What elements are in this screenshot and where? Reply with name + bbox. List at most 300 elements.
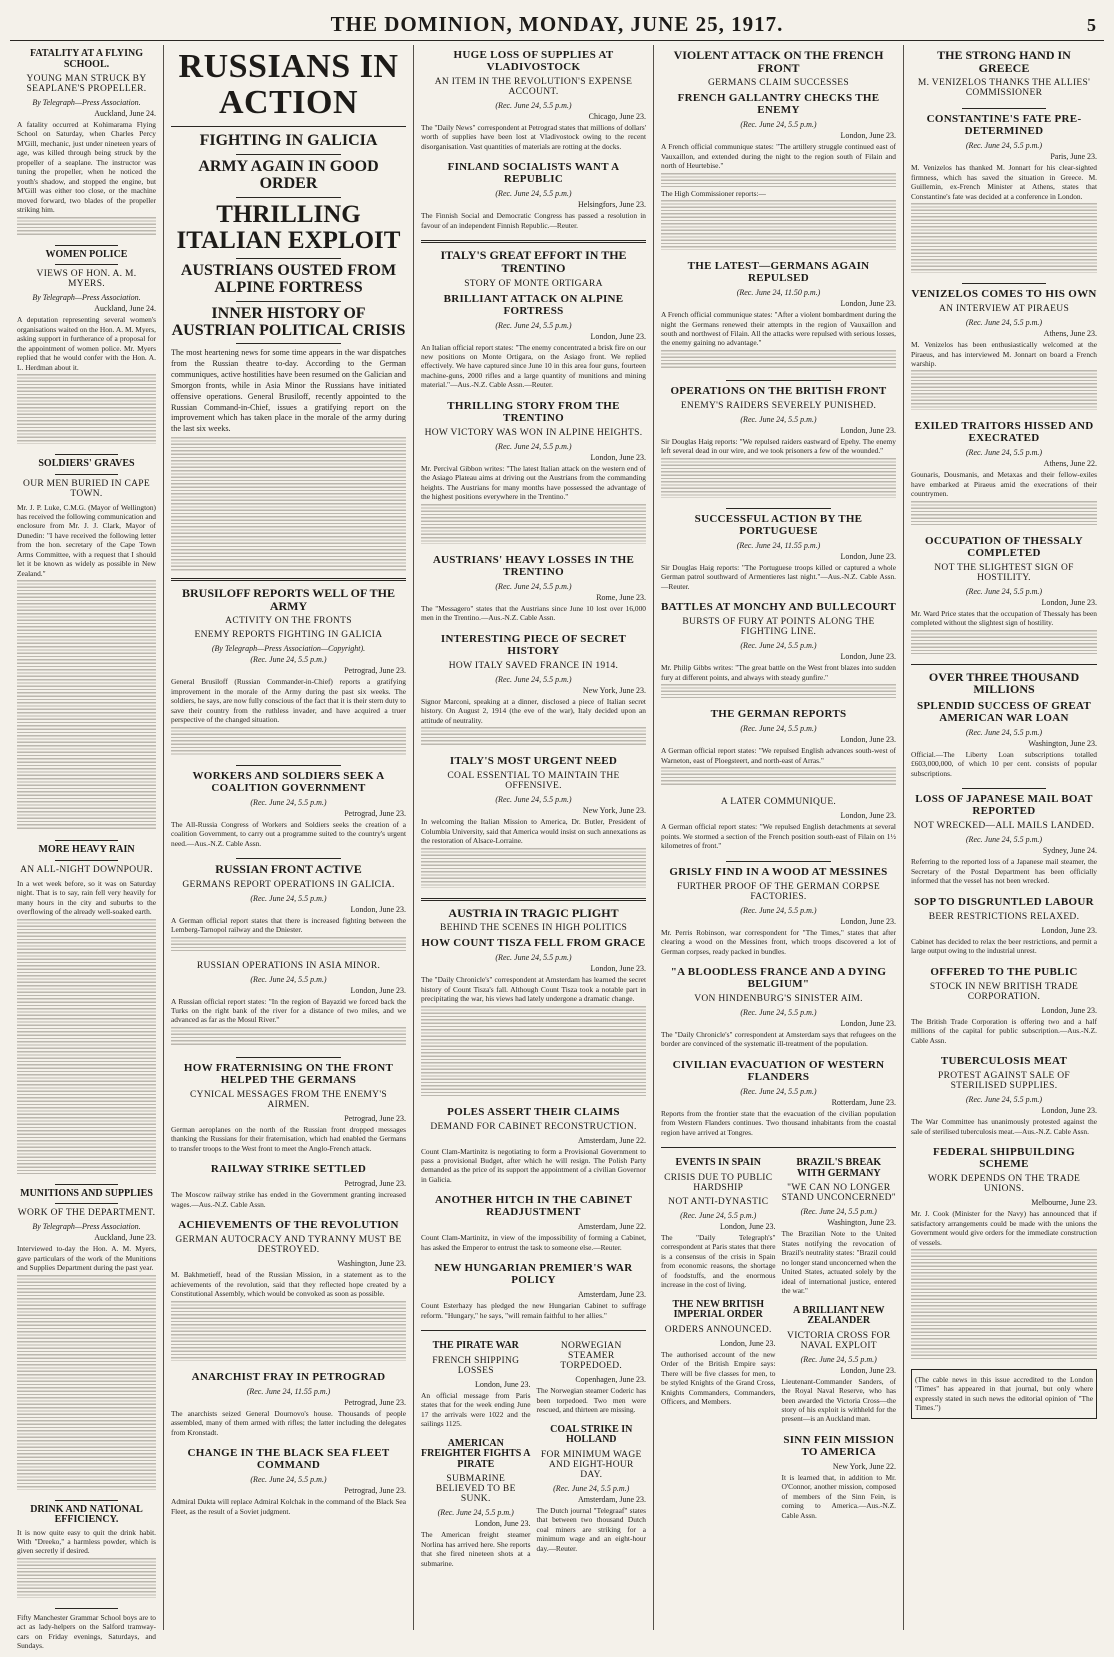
dateline: London, June 23. xyxy=(840,131,896,141)
article-body: A deputation representing several women's organisations waited on the Hon. A. M. Myers, asking support in furtherance of a proposal for the appointment of women police. Mr. Myers replied that he would confer with the Hon. A. L. Herdman about it. xyxy=(17,315,156,372)
article-body: Mr. Philip Gibbs writes: "The great battle on the West front blazes into sudden fury at different points, and always with steady gunfire." xyxy=(661,663,896,682)
subheadline: GERMANS CLAIM SUCCESSES xyxy=(708,78,849,89)
subheadline: BURSTS OF FURY AT POINTS ALONG THE FIGHTING LINE. xyxy=(682,617,875,638)
subheadline: FOR MINIMUM WAGE AND EIGHT-HOUR DAY. xyxy=(540,1449,642,1480)
article-body: The Norwegian steamer Coderic has been torpedoed. Two men were rescued, and thirteen are missing. xyxy=(536,1386,646,1415)
article-german-reports xyxy=(661,708,896,787)
received-time: (Rec. June 24, 5.5 p.m.) xyxy=(680,1210,757,1220)
article-body: Referring to the reported loss of a Japanese mail steamer, the Secretary of the Postal Department has been officially informed that the vessel has not been wrecked. xyxy=(911,857,1097,886)
received-time: (Rec. June 24, 5.5 p.m.) xyxy=(495,320,572,330)
article-body: M. Venizelos has thanked M. Jonnart for his clear-sighted firmness, which has saved the situation in Greece. M. Guillemin, ex-French Minister at Athens, states that Constantine's fate was decided at a conference in London. xyxy=(911,163,1097,201)
received-time: (Rec. June 24, 5.5 p.m.) xyxy=(965,448,1043,458)
headline-deck-5: INNER HISTORY OF AUSTRIAN POLITICAL CRISIS xyxy=(171,304,406,339)
article-body: German aeroplanes on the north of the Russian front dropped messages thanking the Russians for their fraternisation, which had enabled the Germans to transfer troops to the West front to meet the Anglo-French attack. xyxy=(171,1124,406,1153)
dateline: London, June 23. xyxy=(840,425,896,435)
headline: A BRILLIANT NEW ZEALANDER xyxy=(792,1304,885,1327)
headline: ITALY'S GREAT EFFORT IN THE TRENTINO xyxy=(440,248,627,275)
article-revolution xyxy=(171,1219,406,1360)
dateline: Rome, June 23. xyxy=(596,592,646,602)
article-american-freighter xyxy=(421,1439,531,1568)
article-italy-urgent xyxy=(421,755,646,887)
article-pirate-war xyxy=(421,1341,531,1428)
article-body: A Russian official report states: "In the region of Bayazid we forced back the Turks on the right bank of the river for a distance of two miles, and we advanced as far as the Mosul River." xyxy=(171,996,406,1025)
article-heavy-rain xyxy=(17,845,156,1173)
subheadline: AN ITEM IN THE REVOLUTION'S EXPENSE ACCOUNT. xyxy=(434,77,633,97)
times-notice xyxy=(911,1369,1097,1419)
article-body: Interviewed to-day the Hon. A. M. Myers, gave particulars of the work of the Munitions and Supplies Department during the past year. xyxy=(17,1244,156,1273)
newspaper-title: THE DOMINION, MONDAY, JUNE 25, 1917. xyxy=(330,12,784,36)
article-fraternising xyxy=(171,1062,406,1153)
article-vladivostock xyxy=(421,49,646,151)
dateline: London, June 23. xyxy=(840,1365,896,1375)
received-time: (Rec. June 24, 5.5 p.m.) xyxy=(965,1095,1043,1105)
received-time: (Rec. June 24, 5.5 p.m.) xyxy=(250,797,327,807)
subheadline: FRENCH SHIPPING LOSSES xyxy=(432,1355,520,1376)
headline: FATALITY AT A FLYING SCHOOL. xyxy=(29,48,144,70)
headline: AUSTRIA IN TRAGIC PLIGHT xyxy=(448,905,619,920)
article-anarchist xyxy=(171,1371,406,1437)
received-time: (Rec. June 24, 5.5 p.m.) xyxy=(965,586,1043,596)
received-time: (Rec. June 24, 5.5 p.m.) xyxy=(740,1007,817,1017)
dateline: London, June 23. xyxy=(474,1379,531,1389)
dateline: Petrograd, June 23. xyxy=(344,1113,406,1123)
headline: ACHIEVEMENTS OF THE REVOLUTION xyxy=(178,1219,399,1232)
article-body: The All-Russia Congress of Workers and Soldiers seeks the creation of a coalition Government, to carry out a programme suited to the country's urgent need.—Aus.-N.Z. Cable Assn. xyxy=(171,819,406,848)
dateline: London, June 23. xyxy=(350,985,406,995)
dateline: London, June 23. xyxy=(1041,1106,1097,1116)
headline: SINN FEIN MISSION TO AMERICA xyxy=(783,1433,895,1458)
received-time: (Rec. June 24, 5.5 p.m.) xyxy=(495,189,572,199)
headline-deck-3: THRILLING ITALIAN EXPLOIT xyxy=(176,200,401,255)
dateline: Auckland, June 24. xyxy=(94,304,156,314)
subheadline: STOCK IN NEW BRITISH TRADE CORPORATION. xyxy=(929,981,1079,1002)
article-cabinet-hitch xyxy=(421,1194,646,1252)
headline: THE GERMAN REPORTS xyxy=(710,708,847,721)
headline: VIOLENT ATTACK ON THE FRENCH FRONT xyxy=(673,48,884,75)
article-portuguese xyxy=(661,513,896,591)
dateline: Amsterdam, June 23. xyxy=(578,1494,646,1504)
article-body: Official.—The Liberty Loan subscriptions totalled £603,000,000, of which 10 per cent. consists of popular subscriptions. xyxy=(911,750,1097,778)
subheadline: WORK DEPENDS ON THE TRADE UNIONS. xyxy=(927,1174,1081,1195)
byline: By Telegraph—Press Association. xyxy=(32,293,141,303)
article-body: Count Clam-Martinitz, in view of the impossibility of forming a Cabinet, has asked the Emperor to entrust the task to someone else.—Reuter. xyxy=(421,1233,646,1252)
subheadline: VON HINDENBURG'S SINISTER AIM. xyxy=(694,993,863,1004)
byline: By Telegraph—Press Association. xyxy=(32,98,141,107)
received-time: (Rec. June 24, 5.5 p.m.) xyxy=(495,581,572,591)
article-germans-repulsed xyxy=(661,260,896,370)
article-body: An Italian official report states: "The enemy concentrated a brisk fire on our new positions on Monte Ortigara, on the Asiago front. We replied effectively. We have captured since June 10 in this area four guns, fourteen machine-guns, 2000 rifles and a large quantity of munitions and mining material."—Aus.-N.Z. Cable Assn.—Reuter. xyxy=(421,342,646,390)
received-time: (Rec. June 24, 5.5 p.m.) xyxy=(740,641,817,651)
dateline: Athens, June 22. xyxy=(1043,459,1097,469)
dateline: Chicago, June 23. xyxy=(588,112,646,121)
subheadline: AN ALL-NIGHT DOWNPOUR. xyxy=(20,864,153,875)
subheadline: WORK OF THE DEPARTMENT. xyxy=(17,1208,156,1219)
headline-deck-4: AUSTRIANS OUSTED FROM ALPINE FORTRESS xyxy=(180,262,397,297)
headline: RUSSIAN OPERATIONS IN ASIA MINOR. xyxy=(196,960,381,971)
lead-paragraph: The most heartening news for some time appears in the war dispatches from the Russian theatre to-day. According to the German communiques, active hostilities have been resumed on the Galician and Smorgon fronts, while in Asia Minor the Russians have initiated offensive operations. General Brusiloff, recently appointed to the Russian Command-in-Chief, issues a gratifying report on the improvement which has taken place in the morale of the army during the last six weeks. xyxy=(171,348,406,434)
dateline: New York, June 22. xyxy=(832,1461,896,1471)
subheadline: VICTORIA CROSS FOR NAVAL EXPLOIT xyxy=(787,1330,891,1351)
article-grisly-find xyxy=(661,866,896,956)
page-number: 5 xyxy=(1086,15,1096,35)
newspaper-page xyxy=(10,10,1104,1651)
article-war-loan xyxy=(911,671,1097,779)
headline: THE NEW BRITISH IMPERIAL ORDER xyxy=(672,1298,764,1321)
headline: ITALY'S MOST URGENT NEED xyxy=(449,755,618,768)
headline: CIVILIAN EVACUATION OF WESTERN FLANDERS xyxy=(672,1058,885,1083)
received-time: (Rec. June 24, 5.5 p.m.) xyxy=(495,441,572,451)
subheadline: HOW ITALY SAVED FRANCE IN 1914. xyxy=(448,660,619,671)
received-time: (Rec. June 24, 5.5 p.m.) xyxy=(250,893,327,903)
article-body: Fifty Manchester Grammar School boys are to act as lady-helpers on the Salford tramway-cars on Friday evenings, Saturdays, and Sundays. xyxy=(17,1612,156,1651)
dateline: London, June 23. xyxy=(590,964,646,974)
subheadline: HOW COUNT TISZA FELL FROM GRACE xyxy=(421,937,646,950)
article-body: A French official communique states: "After a violent bombardment during the night the Germans renewed their attempts in the region of Vauxaillon and south and northwest of Filain. All the attacks were repulsed with serious losses, the enemy gaining no advantage." xyxy=(661,310,896,348)
headline: LOSS OF JAPANESE MAIL BOAT REPORTED xyxy=(915,793,1093,818)
dateline: Melbourne, June 23. xyxy=(1031,1198,1097,1208)
headline: EVENTS IN SPAIN xyxy=(675,1157,761,1169)
subheadline: ENEMY REPORTS FIGHTING IN GALICIA xyxy=(194,630,383,641)
headline: EXILED TRAITORS HISSED AND EXECRATED xyxy=(914,420,1094,445)
article-body: Signor Marconi, speaking at a dinner, disclosed a piece of Italian secret history. On August 2, 1914 (the eve of the war), Italy decided upon an attitude of neutrality. xyxy=(421,696,646,725)
article-body: It is now quite easy to quit the drink habit. With "Dreeko," a harmless powder, which is given secretly if desired. xyxy=(17,1527,156,1556)
article-body: A German official report states: "We repulsed English detachments at several points. We stormed a section of the French position south-east of Filain on 1½ kilometres of front." xyxy=(661,822,896,851)
article-body: A French official communique states: "The artillery struggle continued east of Vauxaillon, and extended during the night to the region south of Filain and north of Heurtebise." xyxy=(661,142,896,171)
article-munitions xyxy=(17,1189,156,1490)
byline: By Telegraph—Press Association. xyxy=(32,1222,141,1232)
article-soldiers-graves xyxy=(17,459,156,830)
subheadline: YOUNG MAN STRUCK BY SEAPLANE'S PROPELLER. xyxy=(26,74,147,94)
article-flying-school xyxy=(17,49,156,235)
headline: BRUSILOFF REPORTS WELL OF THE ARMY xyxy=(182,586,395,613)
subheadline: BEER RESTRICTIONS RELAXED. xyxy=(928,911,1080,922)
article-body: Gounaris, Dousmanis, and Metaxas and their fellow-exiles have embarked at Piraeus amid the execrations of their countrymen. xyxy=(911,470,1097,499)
received-time: (Rec. June 24, 5.5 p.m.) xyxy=(553,1483,630,1493)
subheadline: ENEMY'S RAIDERS SEVERELY PUNISHED. xyxy=(680,400,877,411)
headline-deck-1: FIGHTING IN GALICIA xyxy=(199,132,378,150)
article-body: The Dutch journal "Telegraaf" states that between two thousand Dutch coal miners are striking for a minimum wage and an eight-hour day.—Reuter. xyxy=(536,1505,646,1553)
subheadline: CYNICAL MESSAGES FROM THE ENEMY'S AIRMEN. xyxy=(190,1089,387,1110)
dateline: Washington, June 23. xyxy=(1028,739,1097,748)
article-austria-plight xyxy=(421,907,646,1096)
article-later-communique xyxy=(661,797,896,850)
headline: BATTLES AT MONCHY AND BULLECOURT xyxy=(661,601,896,614)
headline: TUBERCULOSIS MEAT xyxy=(940,1055,1068,1068)
dateline: Washington, June 23. xyxy=(337,1259,406,1269)
headline: FEDERAL SHIPBUILDING SCHEME xyxy=(932,1146,1075,1171)
subheadline: STORY OF MONTE ORTIGARA xyxy=(464,278,603,289)
article-body: A fatality occurred at Kohimarama Flying School on Saturday, when Charles Percy M'Gill, mechanic, just under nineteen years of age, was killed through being struck by the propeller of a seaplane. The instructor was tuning the propeller, when he noticed the youth's shadow, and stopped the engine, but M'Gill was either too close, or the machine moved forward, two blades of the propeller striking him. xyxy=(17,120,156,215)
headline: THRILLING STORY FROM THE TRENTINO xyxy=(447,399,620,424)
dateline: Copenhagen, June 23. xyxy=(575,1375,646,1385)
received-time: (Rec. June 24, 5.5 p.m.) xyxy=(495,795,572,805)
dateline: London, June 23. xyxy=(1041,597,1097,607)
headline: THE PIRATE WAR xyxy=(432,1340,519,1352)
article-body: The War Committee has unanimously protested against the sale of sterilised tuberculosis meat.—Aus.-N.Z. Cable Assn. xyxy=(911,1117,1097,1136)
headline: THE LATEST—GERMANS AGAIN REPULSED xyxy=(687,260,870,285)
dateline: London, June 23. xyxy=(719,1221,776,1231)
headline: OPERATIONS ON THE BRITISH FRONT xyxy=(670,384,887,397)
article-flanders xyxy=(661,1059,896,1137)
dateline: London, June 23. xyxy=(474,1519,531,1529)
received-time: (Rec. June 24, 11.55 p.m.) xyxy=(246,1386,331,1396)
article-body: Reports from the frontier state that the evacuation of the civilian population from Western Flanders continues. Two thousand inhabitants from the coastal region have arrived at Tongres. xyxy=(661,1108,896,1137)
headline: COAL STRIKE IN HOLLAND xyxy=(550,1423,633,1446)
received-time: (Rec. June 24, 5.5 p.m.) xyxy=(495,953,572,963)
subheadline: HOW VICTORY WAS WON IN ALPINE HEIGHTS. xyxy=(424,427,643,438)
byline: (By Telegraph—Press Association—Copyright). xyxy=(211,644,366,654)
article-body: General Brusiloff (Russian Commander-in-Chief) reports a gratifying improvement in the morale of the Army during the past six weeks. The soldiers, he says, are now fully conscious of the fact that it is their stern duty to save their country from the ruthless invader, and have acquired a truer perspective of the changed situation. xyxy=(171,677,406,725)
headline: CHANGE IN THE BLACK SEA FLEET COMMAND xyxy=(187,1447,390,1472)
received-time: (Rec. June 24, 11.55 p.m.) xyxy=(736,540,821,550)
article-new-zealander xyxy=(782,1306,897,1424)
article-body: The "Daily News" correspondent at Petrograd states that millions of dollars' worth of supplies have been lost at Vladivostock owing to the recent disorganisation. Vast quantities of materials are rotting at the docks. xyxy=(421,123,646,151)
article-body: The "Daily Chronicle's" correspondent at Amsterdam has learned the secret history of Count Tisza's fall. Although Count Tisza took a notable part in precipitating the war, his views had lately undergone a dramatic change. xyxy=(421,975,646,1004)
dateline: Amsterdam, June 22. xyxy=(578,1135,646,1145)
subheadline: BRILLIANT ATTACK ON ALPINE FORTRESS xyxy=(443,292,624,317)
dateline: London, June 23. xyxy=(840,299,896,309)
dateline: Sydney, June 24. xyxy=(1042,846,1097,856)
article-bloodless-france xyxy=(661,966,896,1049)
received-time: (Rec. June 24, 5.5 p.m.) xyxy=(965,141,1043,151)
headline: OVER THREE THOUSAND MILLIONS xyxy=(928,669,1080,697)
article-women-police xyxy=(17,250,156,444)
article-venizelos xyxy=(911,288,1097,410)
headline: HUGE LOSS OF SUPPLIES AT VLADIVOSTOCK xyxy=(453,49,614,73)
article-brusiloff xyxy=(171,587,406,755)
received-time: (Rec. June 24, 5.5 p.m.) xyxy=(740,1086,817,1096)
column-grid xyxy=(10,45,1104,1651)
dateline: Athens, June 23. xyxy=(1043,329,1097,339)
headline: ANOTHER HITCH IN THE CABINET READJUSTMENT xyxy=(434,1194,633,1219)
headline: ANARCHIST FRAY IN PETROGRAD xyxy=(191,1370,386,1383)
dateline: London, June 23. xyxy=(840,811,896,821)
subheadline: CRISIS DUE TO PUBLIC HARDSHIP xyxy=(664,1172,773,1193)
headline: A LATER COMMUNIQUE. xyxy=(720,797,837,808)
article-greece xyxy=(911,49,1097,98)
received-time: (Rec. June 24, 5.5 p.m.) xyxy=(437,1508,514,1518)
dateline: Petrograd, June 23. xyxy=(344,808,406,818)
dateline: London, June 23. xyxy=(840,652,896,662)
article-spain xyxy=(661,1158,776,1289)
article-russian-front xyxy=(171,863,406,951)
article-asia-minor xyxy=(171,961,406,1047)
headline: OCCUPATION OF THESSALY COMPLETED xyxy=(925,534,1083,559)
subheadline: SUBMARINE BELIEVED TO BE SUNK. xyxy=(435,1474,516,1505)
headline: CONSTANTINE'S FATE PRE-DETERMINED xyxy=(926,113,1082,138)
headline: RUSSIAN FRONT ACTIVE xyxy=(215,862,362,877)
subheadline: SPLENDID SUCCESS OF GREAT AMERICAN WAR LOAN xyxy=(916,700,1092,724)
headline: AMERICAN FREIGHTER FIGHTS A PIRATE xyxy=(421,1437,531,1470)
subheadline: OUR MEN BURIED IN CAPE TOWN. xyxy=(23,478,150,499)
received-time: (Rec. June 24, 5.5 p.m.) xyxy=(740,414,817,424)
article-norwegian-steamer xyxy=(537,1341,647,1414)
article-body: Sir Douglas Haig reports: "We repulsed raiders eastward of Epehy. The enemy left several dead in our wire, and we took prisoners a few of the wounded." xyxy=(661,436,896,456)
article-disgruntled-labour xyxy=(911,896,1097,956)
article-secret-history xyxy=(421,633,646,745)
headline: MUNITIONS AND SUPPLIES xyxy=(20,1187,153,1199)
column-5 xyxy=(904,45,1104,1630)
article-french-front xyxy=(661,49,896,250)
headline: RAILWAY STRIKE SETTLED xyxy=(210,1163,367,1176)
article-body: The American freight steamer Norlina has arrived here. She reports that she fired nineteen shots at a submarine. xyxy=(421,1530,531,1568)
article-coalition xyxy=(171,770,406,848)
headline: INTERESTING PIECE OF SECRET HISTORY xyxy=(440,632,627,657)
article-body: Cabinet has decided to relax the beer restrictions, and permit a large output owing to the industrial unrest. xyxy=(911,936,1097,956)
received-time: (Rec. June 24, 11.50 p.m.) xyxy=(736,288,821,298)
dateline: London, June 23. xyxy=(840,735,896,745)
article-railway-strike xyxy=(171,1163,406,1209)
article-exiled-traitors xyxy=(911,420,1097,524)
subheadline: GERMAN AUTOCRACY AND TYRANNY MUST BE DESTROYED. xyxy=(175,1235,402,1256)
article-finland xyxy=(421,161,646,230)
article-coal-strike xyxy=(537,1425,647,1553)
article-body: Count Clam-Martinitz is negotiating to form a Provisional Government to pass a provisional Budget, after which he will resign. The Polish Party demanded as the price of its support the appointment of a civilian Governor in Galicia. xyxy=(421,1146,646,1184)
article-hungarian-premier xyxy=(421,1262,646,1320)
article-tuberculosis-meat xyxy=(911,1055,1097,1136)
notice-text: (The cable news in this issue accredited to the London "Times" has appeared in that journal, but only where expressly stated in such news the editorial opinion of "The Times.") xyxy=(915,1374,1093,1413)
headline: NEW HUNGARIAN PREMIER'S WAR POLICY xyxy=(434,1262,633,1287)
main-headline: RUSSIANS IN ACTION xyxy=(178,48,399,121)
received-time: (Rec. June 24, 5.5 p.m.) xyxy=(800,1207,877,1217)
dateline: Petrograd, June 23. xyxy=(344,1179,406,1189)
headline: MORE HEAVY RAIN xyxy=(38,844,135,856)
received-time: (Rec. June 24, 5.5 p.m.) xyxy=(250,974,327,984)
article-body: The Moscow railway strike has ended in the Government granting increased wages.—Aus.-N.Z. Cable Assn. xyxy=(171,1190,406,1209)
article-body: It is learned that, in addition to Mr. O'Connor, another mission, composed of members of the Sinn Fein, is coming to America.—Aus.-N.Z. Cable Assn. xyxy=(781,1472,896,1520)
subheadline: FRENCH GALLANTRY CHECKS THE ENEMY xyxy=(677,92,880,117)
masthead xyxy=(10,10,1104,41)
article-body: In welcoming the Italian Mission to America, Dr. Butler, President of Columbia University, said that America would insist on such annexations as the restoration of Alsace-Lorraine. xyxy=(421,817,646,846)
article-body: A German official report states: "We repulsed English advances south-west of Warneton, east of Ploegsteert, and north-east of Arras." xyxy=(661,746,896,765)
article-body: Admiral Dukta will replace Admiral Kolchak in the command of the Black Sea Fleet, as the result of a Soviet judgment. xyxy=(171,1497,406,1516)
article-body: The anarchists seized General Dournovo's house. Thousands of people assembled, many of them armed with rifles; the latter including the delegates from Kronstadt. xyxy=(171,1408,406,1437)
article-brazil xyxy=(782,1158,897,1295)
article-british-front xyxy=(661,385,896,498)
dateline: Amsterdam, June 23. xyxy=(578,1290,646,1300)
article-body: The Finnish Social and Democratic Congress has passed a resolution in favour of an independent Finnish Republic.—Reuter. xyxy=(421,211,646,230)
article-body: Mr. J. Cook (Minister for the Navy) has announced that if satisfactory arrangements could be made with the unions the Government would give orders for the immediate construction of vessels. xyxy=(911,1209,1097,1247)
article-body: Sir Douglas Haig reports: "The Portuguese troops killed or captured a whole German patrol southward of Armentieres last night."—Aus.-N.Z. Cable Assn.—Reuter. xyxy=(661,562,896,591)
subheadline: BEHIND THE SCENES IN HIGH POLITICS xyxy=(439,923,628,934)
headline: FINLAND SOCIALISTS WANT A REPUBLIC xyxy=(447,161,620,186)
headline: POLES ASSERT THEIR CLAIMS xyxy=(447,1105,620,1118)
headline: NORWEGIAN STEAMER TORPEDOED. xyxy=(560,1341,623,1372)
dateline: New York, June 23. xyxy=(582,685,646,695)
received-time: (Rec. June 24, 5.5 p.m.) xyxy=(965,835,1043,845)
headline: "A BLOODLESS FRANCE AND A DYING BELGIUM" xyxy=(670,965,887,990)
received-time: (Rec. June 24, 5.5 p.m.) xyxy=(965,318,1043,328)
article-constantine xyxy=(911,113,1097,273)
article-black-sea xyxy=(171,1447,406,1516)
article-body: The High Commissioner reports:— xyxy=(661,188,766,198)
article-body: M. Venizelos has been enthusiastically welcomed at the Piraeus, and has interviewed M. Jonnart on board a French warship. xyxy=(911,340,1097,368)
received-time: (Rec. June 24, 5.5 p.m.) xyxy=(965,728,1043,737)
received-time: (Rec. June 24, 5.5 p.m.) xyxy=(800,1354,877,1364)
article-body: Mr. Ward Price states that the occupation of Thessaly has been completed without the slightest sign of hostility. xyxy=(911,608,1097,628)
article-body: Mr. Perris Robinson, war correspondent for "The Times," states that after clearing a wood on the Messines front, which troops discovered a lot of German corpses, ready packed in bundles. xyxy=(661,927,896,956)
received-time: (Rec. June 24, 5.5 p.m.) xyxy=(740,120,817,130)
headline: WORKERS AND SOLDIERS SEEK A COALITION GOVERNMENT xyxy=(192,769,385,794)
headline: VENIZELOS COMES TO HIS OWN xyxy=(911,288,1097,301)
subheadline: AN INTERVIEW AT PIRAEUS xyxy=(938,304,1070,315)
dateline: Rotterdam, June 23. xyxy=(831,1097,896,1107)
received-time: (Rec. June 24, 5.5 p.m.) xyxy=(495,101,572,110)
headline: SUCCESSFUL ACTION BY THE PORTUGUESE xyxy=(694,512,863,537)
advertisement-drink xyxy=(17,1505,156,1598)
headline: OFFERED TO THE PUBLIC xyxy=(930,965,1078,978)
dateline: Auckland, June 24. xyxy=(94,109,156,118)
received-time: (Rec. June 24, 5.5 p.m.) xyxy=(250,655,327,665)
dateline: Washington, June 23. xyxy=(827,1218,896,1228)
headline: HOW FRATERNISING ON THE FRONT HELPED THE GERMANS xyxy=(183,1061,394,1086)
article-manchester xyxy=(17,1613,156,1651)
column-3 xyxy=(414,45,654,1630)
article-body: M. Bakhmetieff, head of the Russian Mission, in a statement as to the achievements of the revolution, said that they reflected hope created by a Constitutional Assembly, which would be convoked as soon as possible. xyxy=(171,1270,406,1299)
headline: AUSTRIANS' HEAVY LOSSES IN THE TRENTINO xyxy=(432,553,635,578)
dateline: London, June 23. xyxy=(719,1338,776,1348)
article-body: The authorised account of the new Order of the British Empire says: There will be five classes for men, to be styled Knights of the Grand Cross, Knights Commanders, Commanders, Officers, and Members. xyxy=(661,1349,776,1406)
dateline: Petrograd, June 23. xyxy=(344,666,406,676)
article-body: Mr. J. P. Luke, C.M.G. (Mayor of Wellington) has received the following communication and enclosure from Mr. J. J. Clark, Mayor of Dunedin: "I have received the following letter from the hon. secretary of the Cape Town Arms Committee, with a request that I should let it be known as widely as possible in New Zealand." xyxy=(17,502,156,578)
subheadline: "WE CAN NO LONGER STAND UNCONCERNED" xyxy=(781,1183,896,1204)
article-monchy xyxy=(661,601,896,698)
article-body: The "Daily Telegraph's" correspondent at Paris states that there is a consensus of the crisis in Spain from economic reasons, the shortage of foodstuffs, and the enormous increase in the cost of living. xyxy=(661,1232,776,1290)
subheadline: FURTHER PROOF OF THE GERMAN CORPSE FACTORIES. xyxy=(677,881,880,902)
subheadline: ACTIVITY ON THE FRONTS xyxy=(225,616,352,627)
article-body: Mr. Percival Gibbon writes: "The latest Italian attack on the western end of the Asiago Plateau aims at driving out the Austrians from the commanding heights. The Austrians for many months have possessed the advantage of the highest positions everywhere in the Trentino." xyxy=(421,463,646,502)
subheadline: VIEWS OF HON. A. M. MYERS. xyxy=(36,269,137,290)
received-time: (Rec. June 24, 5.5 p.m.) xyxy=(250,1475,327,1485)
headline: SOP TO DISGRUNTLED LABOUR xyxy=(914,895,1094,908)
dateline: London, June 23. xyxy=(590,331,646,341)
article-body: Lieutenant-Commander Sanders, of the Royal Naval Reserve, who has been awarded the Victoria Cross—the story of his exploit is withheld for the present—is an Auckland man. xyxy=(781,1376,896,1424)
subheadline: NOT WRECKED—ALL MAILS LANDED. xyxy=(913,821,1095,832)
dateline: London, June 23. xyxy=(350,904,406,914)
subheadline: ORDERS ANNOUNCED. xyxy=(664,1324,772,1335)
headline: THE STRONG HAND IN GREECE xyxy=(937,48,1071,75)
dateline: London, June 23. xyxy=(590,452,646,462)
received-time: (Rec. June 24, 5.5 p.m.) xyxy=(740,724,817,734)
article-thessaly xyxy=(911,535,1097,654)
dateline: New York, June 23. xyxy=(582,806,646,816)
column-2 xyxy=(164,45,414,1630)
article-body: A German official report states that there is increased fighting between the Lemberg-Tarnopol railway and the Dniester. xyxy=(171,915,406,935)
subheadline: DEMAND FOR CABINET RECONSTRUCTION. xyxy=(430,1121,637,1132)
column-1 xyxy=(10,45,164,1651)
article-body: The "Messagero" states that the Austrians since June 10 lost over 16,000 men in the Trentino.—Aus.-N.Z. Cable Assn. xyxy=(421,603,646,623)
dateline: London, June 23. xyxy=(840,1018,896,1028)
article-body: In a wet week before, so it was on Saturday night. That is to say, rain fell very heavily for many hours in the city and suburbs to the overflowing of the already well-soaked earth. xyxy=(17,878,156,917)
dateline: London, June 23. xyxy=(840,916,896,926)
dateline: London, June 23. xyxy=(840,551,896,561)
article-body: The "Daily Chronicle's" correspondent at Amsterdam says that refugees on the border are convinced of the systematic ill-treatment of the population. xyxy=(661,1029,896,1049)
article-shipbuilding xyxy=(911,1146,1097,1359)
article-body: The British Trade Corporation is offering two and a half millions of the capital for public subscription.—Aus.-N.Z. Cable Assn. xyxy=(911,1016,1097,1045)
spain-brazil-block xyxy=(661,1154,896,1530)
headline-deck-2: ARMY AGAIN IN GOOD ORDER xyxy=(198,158,379,192)
subheadline: PROTEST AGAINST SALE OF STERILISED SUPPLIES. xyxy=(938,1071,1070,1092)
article-imperial-order xyxy=(661,1300,776,1407)
article-offered-public xyxy=(911,966,1097,1045)
article-body: The Brazilian Note to the United States notifying the revocation of Brazil's neutrality states: "Brazil could no longer stand unconcerned when the United States, actuated solely by the ideal of international justice, entered the war." xyxy=(781,1229,896,1296)
dateline: Petrograd, June 23. xyxy=(344,1486,406,1496)
received-time: (Rec. June 24, 5.5 p.m.) xyxy=(740,905,817,915)
article-poles xyxy=(421,1106,646,1185)
article-sinn-fein xyxy=(782,1434,897,1520)
subheadline: M. VENIZELOS THANKS THE ALLIES' COMMISSIONER xyxy=(917,78,1091,99)
dateline: Amsterdam, June 22. xyxy=(578,1222,646,1232)
